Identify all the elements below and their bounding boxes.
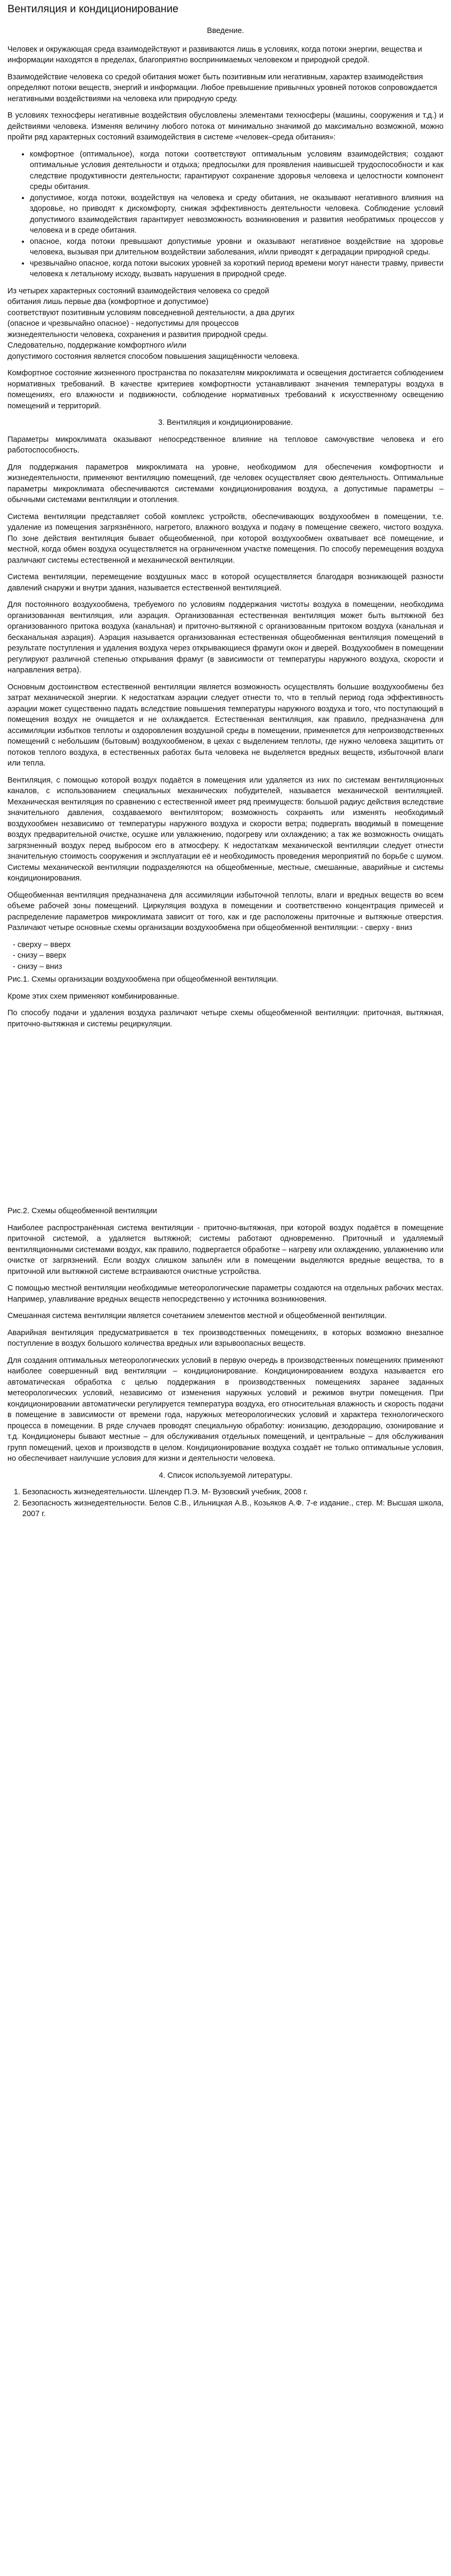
section-3-paragraph-9: Кроме этих схем применяют комбинированные. (7, 992, 179, 1001)
section-3-paragraph-11: Наиболее распространённая система вентиляции - приточно-вытяжная, при которой воздух подаётся в помещение приточной системой, а удаляется вытяжной; системы работают одновременно. Приточный и удаляемый вентиляционными системами воздух, как правило, подвергается обработке – нагреву или охлаждению, увлажнению или очистке от загрязнений. Если воздух слишком запылён или в помещении выделяются вредные вещества, то в приточной или вытяжной системе встраиваются очистные устройства. (7, 1223, 444, 1276)
intro-paragraph-5: Комфортное состояние жизненного пространства по показателям микроклимата и освещения достигается соблюдением нормативных требований. В качестве критериев комфортности устанавливают значения температуры воздуха в помещениях, его влажности и подвижности, соблюдение нормативных требований к искусственному освещению помещений и территорий. (7, 369, 444, 410)
section-3-paragraph-6: Основным достоинством естественной вентиляции является возможность осуществлять большие воздухообмены без затрат механической энергии. К недостаткам аэрации следует отнести то, что в теплый период года эффективность аэрации может существенно падать вследствие повышения температуры наружного воздуха и того, что поступающий в помещения воздух не очищается и не охлаждается. Естественная вентиляция, как правило, предназначена для ассимиляции избытков теплоты и оздоровления воздушной среды в помещении, применяется для непроизводственных помещений с небольшим (бытовым) воздухообменом, в цехах с выделением теплоты, где нужно человека защитить от потоков теплого воздуха, в естественных работах быта человека не выделяется вредных веществ, избыточной влаги или тепла. (7, 682, 444, 768)
text-line: обитания лишь первые два (комфортное и допустимое) (7, 298, 209, 306)
text-line: (опасное и чрезвычайно опасное) - недопустимы для процессов (7, 319, 239, 328)
list-item: - снизу – вверх (13, 951, 67, 960)
figure-1-caption: Рис.1. Схемы организации воздухообмена при общеобменной вентиляции. (7, 975, 278, 984)
section-3-paragraph-13: Смешанная система вентиляции является сочетанием элементов местной и общеобменной вентиляции. (7, 1312, 387, 1320)
list-item: • чрезвычайно опасное, когда потоки высоких уровней за короткий период времени могут нанести травму, привести человека к летальному исходу, вызвать нарушения в природной среде. (30, 258, 444, 280)
section-3-paragraph-14: Аварийная вентиляция предусматривается в тех производственных помещениях, в которых возможно внезапное поступление в воздух большого количества вредных или взрывоопасных веществ. (7, 1328, 444, 1348)
section-3-paragraph-15: Для создания оптимальных метеорологических условий в первую очередь в производственных помещениях применяют наиболее совершенный вид вентиляции – кондиционирование. Кондиционированием воздуха называется его автоматическая обработка с целью поддержания в производственных помещениях заранее заданных метеорологических условий, независимо от изменения наружных условий и режимов внутри помещения. При кондиционировании автоматически регулируется температура воздуха, его относительная влажность и скорость подачи в помещение в зависимости от времени года, наружных метеорологических условий и характера технологического процесса в помещении. В ряде случаев проводят специальную обработку: ионизацию, дезодорацию, озонирование и т.д. Кондиционеры бывают местные – для обслуживания отдельных помещений, и центральные – для обслуживания групп помещений, цехов и производств в целом. Кондиционирование воздуха создаёт не только оптимальные условия, но обеспечивает наилучшие условия для жизни и деятельности человека. (7, 1356, 444, 1463)
list-item: - снизу – вниз (13, 962, 62, 971)
text-line: Из четырех характерных состояний взаимодействия человека со средой (7, 286, 269, 295)
intro-paragraph-3: В условиях техносферы негативные воздействия обусловлены элементами техносферы (машины, сооружения и т.д.) и действиями человека. Изменяя величину любого потока от минимально значимой до максимально возможной, можно пройти ряд характерных состояний взаимодействия в системе «человек–среда обитания»: (7, 111, 444, 142)
list-item: 2. Безопасность жизнедеятельности. Белов С.В., Ильницкая А.В., Козьяков А.Ф. 7-е издание., стер. М: Высшая школа, 2007 г. (22, 1498, 444, 1520)
section-3-paragraph-4: Система вентиляции, перемещение воздушных масс в которой осуществляется благодаря возникающей разности давлений снаружи и внутри здания, называется естественной вентиляцией. (7, 573, 444, 592)
intro-paragraph-2: Взаимодействие человека со средой обитания может быть позитивным или негативным, характер взаимодействия определяют потоки веществ, энергий и информации. Любое превышение привычных уровней потоков сопровождается негативными воздействиями на человека или природную среду. (7, 72, 438, 103)
section-3-paragraph-8: Общеобменная вентиляция предназначена для ассимиляции избыточной теплоты, влаги и вредных веществ во всем объеме рабочей зоны помещений. Циркуляция воздуха в помещении и соответственно концентрация примесей и распределение параметров микроклимата зависит от того, как и где расположены приточные и вытяжные отверстия. Различают четыре основные схемы организации воздухообмена при общеобменной вентиляции: - сверху - вниз (7, 891, 444, 932)
section-3-paragraph-7: Вентиляция, с помощью которой воздух подаётся в помещения или удаляется из них по системам вентиляционных каналов, с использованием специальных механических побудителей, называется механической вентиляцией. Механическая вентиляция по сравнению с естественной имеет ряд преимуществ: большой радиус действия вследствие значительного давления, создаваемого вентилятором; возможность сохранять или изменять необходимый воздухообмен независимо от температуры наружного воздуха и скорости ветра; подвергать вводимый в помещение воздух предварительной очистке, осушке или увлажнению, подогреву или охлаждению; а так же возможность очищать загрязненный воздух перед выбросом его в атмосферу. К недостаткам механической вентиляции следует отнести значительную стоимость сооружения и эксплуатации её и необходимость проведения мероприятий по борьбе с шумом. Системы механической вентиляции подразделяются на общеобменные, местные, смешанные, аварийные и системы кондиционирования. (7, 776, 444, 883)
text-line: соответствуют позитивным условиям повседневной деятельности, а два других (7, 308, 295, 317)
section-3-paragraph-3: Система вентиляции представляет собой комплекс устройств, обеспечивающих воздухообмен в помещении, т.е. удаление из помещения загрязнённого, нагретого, влажного воздуха и подачу в помещение свежего, чистого воздуха. По зоне действия вентиляция бывает общеобменной, при которой воздухообмен охватывает всё помещение, и местной, когда обмен воздуха осуществляется на ограниченном участке помещения. По способу перемещения воздуха различают системы естественной и механической вентиляции. (7, 512, 444, 565)
document-title: Вентиляция и кондиционирование (7, 3, 179, 15)
states-list (7, 149, 444, 280)
figure-2-placeholder (7, 1035, 444, 1206)
references-list (7, 1487, 444, 1520)
list-item: • комфортное (оптимальное), когда потоки соответствуют оптимальным условиям взаимодействия; создают оптимальные условия деятельности и отдыха; предпосылки для проявления наивысшей трудоспособности и как следствие продуктивности деятельности; гарантируют сохранение здоровья человека и целостности компонент среды обитания. (30, 149, 444, 193)
list-item: - сверху – вверх (13, 940, 71, 949)
intro-heading: Введение. (207, 27, 244, 35)
figure-2-caption: Рис.2. Схемы общеобменной вентиляции (7, 1207, 157, 1215)
schemes-list (7, 940, 444, 973)
intro-paragraph-1: Человек и окружающая среда взаимодействуют и развиваются лишь в условиях, когда потоки энергии, вещества и информации находятся в пределах, благоприятно воспринимаемых человеком и природной средой. (7, 45, 422, 64)
text-line: жизнедеятельности человека, сохранения и развития природной среды. (7, 330, 268, 339)
intro-paragraph-4 (7, 286, 444, 363)
text-line: Следовательно, поддержание комфортного и/или (7, 341, 187, 350)
text-line: допустимого состояния является способом повышения защищённости человека. (7, 352, 300, 361)
section-3-paragraph-1: Параметры микроклимата оказывают непосредственное влияние на тепловое самочувствие человека и его работоспособность. (7, 435, 444, 455)
section-3-paragraph-5: Для постоянного воздухообмена, требуемого по условиям поддержания чистоты воздуха в помещении, необходима организованная вентиляция, или аэрация. Организованная естественная вентиляция может быть вытяжной без организованного притока воздуха (канальная) и приточно-вытяжной с организованным притоком воздуха (канальная и бесканальная аэрация). Аэрация называется организованная естественная общеобменная вентиляция помещений в результате поступления и удаления воздуха через открывающиеся фрамуги окон и дверей. Воздухообмен в помещении регулируют различной степенью открывания фрамуг (в зависимости от температуры наружного воздуха, скорости и направления ветра). (7, 600, 444, 674)
references-heading: 4. Список используемой литературы. (159, 1471, 292, 1480)
list-item: • допустимое, когда потоки, воздействуя на человека и среду обитания, не оказывают негативного влияния на здоровье, но приводят к дискомфорту, снижая эффективность деятельности человека. Соблюдение условий допустимого взаимодействия гарантирует невозможность возникновения и развития необратимых процессов у человека и в среде обитания. (30, 193, 444, 236)
section-3-paragraph-2: Для поддержания параметров микроклимата на уровне, необходимом для обеспечения комфортности и жизнедеятельности, применяют вентиляцию помещений, где человек осуществляет свою деятельность. Оптимальные параметры микроклимата обеспечиваются системами кондиционирования воздуха, а допустимые параметры – обычными системами вентиляции и отопления. (7, 463, 444, 504)
section-3-paragraph-12: С помощью местной вентиляции необходимые метеорологические параметры создаются на отдельных рабочих местах. Например, улавливание вредных веществ непосредственно у источника возникновения. (7, 1284, 444, 1304)
section-3-paragraph-10: По способу подачи и удаления воздуха различают четыре схемы общеобменной вентиляции: приточная, вытяжная, приточно-вытяжная и системы рециркуляции. (7, 1009, 444, 1028)
list-item: • опасное, когда потоки превышают допустимые уровни и оказывают негативное воздействие на здоровье человека, вызывая при длительном воздействии заболевания, и/или приводят к деградации природной среды. (30, 236, 444, 258)
list-item: 1. Безопасность жизнедеятельности. Шлендер П.Э. М- Вузовский учебник, 2008 г. (22, 1487, 444, 1498)
section-3-heading: 3. Вентиляция и кондиционирование. (158, 418, 293, 427)
